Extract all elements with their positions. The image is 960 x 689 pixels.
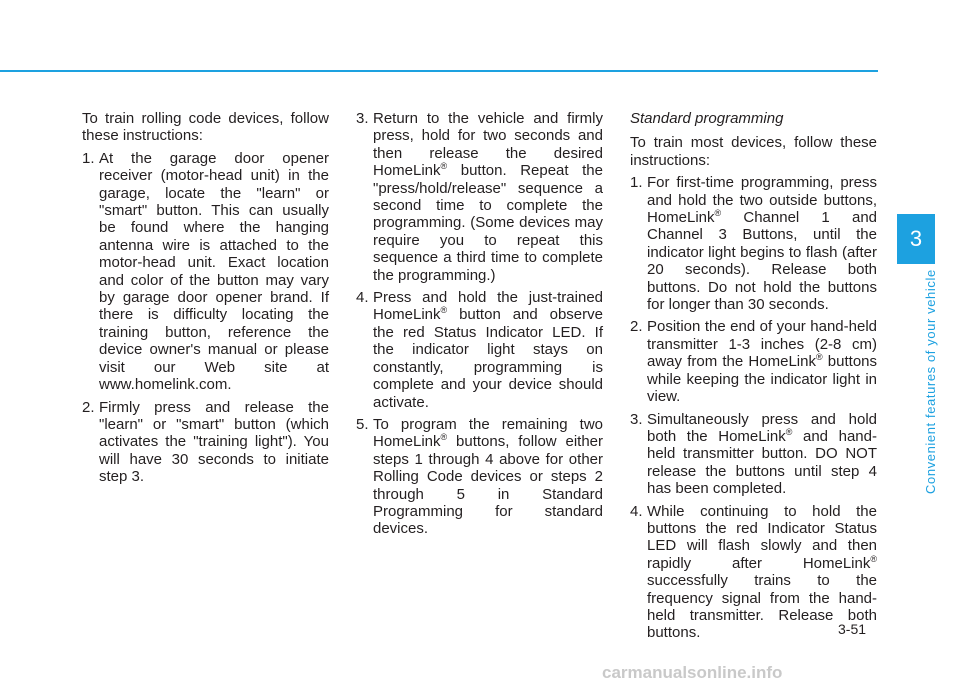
registered-mark: ® xyxy=(815,352,823,363)
standard-programming-steps xyxy=(630,174,877,642)
list-item: 2. Firmly press and release the "learn" or "smart" button (which activates the "training light"). You will have 30 seconds to initiate step 3. xyxy=(82,398,329,486)
registered-mark: ® xyxy=(440,161,448,172)
registered-mark: ® xyxy=(870,553,877,564)
header-rule xyxy=(0,70,878,72)
column-middle xyxy=(356,110,603,543)
intro-text: To train rolling code devices, follow these instructions: xyxy=(82,110,329,145)
registered-mark: ® xyxy=(714,208,722,219)
rolling-code-steps xyxy=(82,150,329,486)
list-item: 4. While continuing to hold the buttons the red Indicator Status LED will flash slowly and then rapidly after HomeLink® successfully trains to the frequency signal from the hand-held transmitter. Release both buttons. xyxy=(630,502,877,642)
list-item: 3. Simultaneously press and hold both the HomeLink® and hand-held transmitter button. DO NOT release the buttons until step 4 has been completed. xyxy=(630,410,877,498)
list-item: 4. Press and hold the just-trained HomeLink® button and observe the red Status Indicator LED. If the indicator light stays on constantly, programming is complete and your device should activate. xyxy=(356,289,603,411)
list-item: 1. At the garage door opener receiver (motor-head unit) in the garage, locate the "learn" or "smart" button. This can usually be found where the hanging antenna wire is attached to the motor-head unit. Exact location and color of the button may vary by garage door opener brand. If there is difficulty locating the training button, reference the device owner's manual or please visit our Web site at www.homelink.com. xyxy=(82,149,329,394)
column-left xyxy=(82,110,329,491)
registered-mark: ® xyxy=(440,432,448,443)
page-number: 3-51 xyxy=(838,621,867,637)
section-heading: Standard programming xyxy=(630,110,784,127)
column-right xyxy=(630,110,877,647)
rolling-code-steps-continued xyxy=(356,110,603,538)
intro-text: To train most devices, follow these instructions: xyxy=(630,134,877,169)
watermark: carmanualsonline.info xyxy=(602,663,783,682)
list-item: 2. Position the end of your hand-held transmitter 1-3 inches (2-8 cm) away from the HomeLink® buttons while keeping the indicator light in view. xyxy=(630,318,878,406)
list-item: 3. Return to the vehicle and firmly press, hold for two seconds and then release the desired HomeLink® button. Repeat the "press/hold/release" sequence a second time to complete the programming. (Some devices may require you to repeat this sequence a third time to complete the programming.) xyxy=(356,110,603,284)
list-item: 1. For first-time programming, press and hold the two outside buttons, HomeLink® Channel 1 and Channel 3 Buttons, until the indicator light begins to flash (after 20 seconds). Release both buttons. Do not hold the buttons for longer than 30 seconds. xyxy=(630,174,877,314)
chapter-title xyxy=(905,266,938,496)
list-item: 5. To program the remaining two HomeLink® buttons, follow either steps 1 through 4 above for other Rolling Code devices or steps 2 through 5 in Standard Programming for standard devices. xyxy=(356,415,603,538)
registered-mark: ® xyxy=(440,305,448,316)
registered-mark: ® xyxy=(785,426,793,437)
chapter-title-text: Convenient features of your vehicle xyxy=(923,269,938,494)
chapter-tab: 3 xyxy=(897,214,935,264)
